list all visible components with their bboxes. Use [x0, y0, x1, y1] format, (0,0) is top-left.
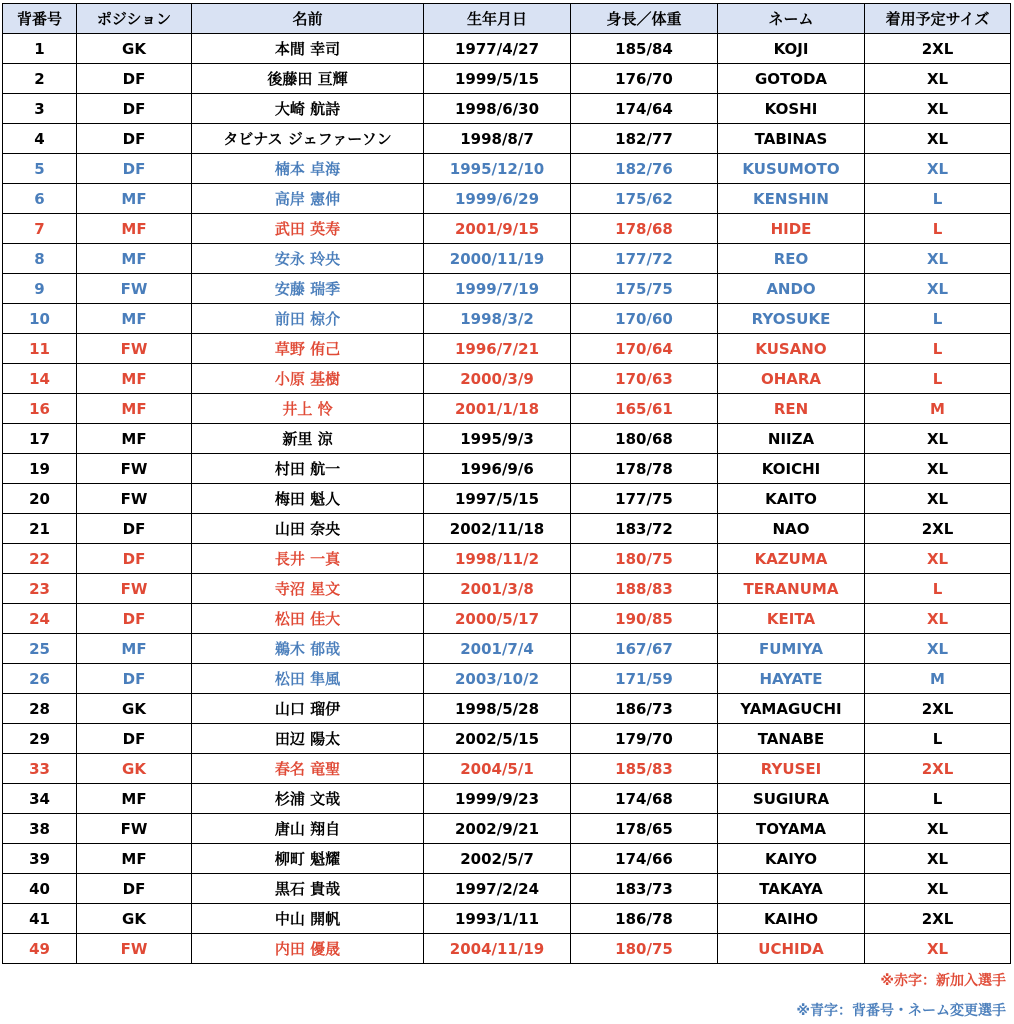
cell-shirt-name: REN — [718, 394, 865, 424]
cell-number: 5 — [3, 154, 77, 184]
cell-height-weight: 170/63 — [571, 364, 718, 394]
cell-name: 杉浦 文哉 — [192, 784, 424, 814]
cell-height-weight: 175/75 — [571, 274, 718, 304]
table-row — [3, 154, 1011, 184]
cell-birthdate: 1998/5/28 — [424, 694, 571, 724]
cell-name: 小原 基樹 — [192, 364, 424, 394]
roster-table-header — [3, 4, 1011, 34]
cell-number: 7 — [3, 214, 77, 244]
cell-position: MF — [77, 304, 192, 334]
cell-height-weight: 186/73 — [571, 694, 718, 724]
table-row — [3, 304, 1011, 334]
table-row — [3, 244, 1011, 274]
header-birthdate: 生年月日 — [424, 4, 571, 34]
cell-number: 40 — [3, 874, 77, 904]
cell-position: MF — [77, 214, 192, 244]
cell-name: 鵜木 郁哉 — [192, 634, 424, 664]
cell-position: DF — [77, 94, 192, 124]
cell-number: 49 — [3, 934, 77, 964]
cell-number: 20 — [3, 484, 77, 514]
cell-position: DF — [77, 544, 192, 574]
cell-position: FW — [77, 274, 192, 304]
cell-birthdate: 1999/9/23 — [424, 784, 571, 814]
cell-number: 4 — [3, 124, 77, 154]
cell-name: 楠本 卓海 — [192, 154, 424, 184]
cell-shirt-name: KAIHO — [718, 904, 865, 934]
cell-height-weight: 174/64 — [571, 94, 718, 124]
cell-position: DF — [77, 664, 192, 694]
cell-position: GK — [77, 754, 192, 784]
table-row — [3, 424, 1011, 454]
header-position: ポジション — [77, 4, 192, 34]
header-number: 背番号 — [3, 4, 77, 34]
table-row — [3, 544, 1011, 574]
cell-shirt-name: KUSUMOTO — [718, 154, 865, 184]
roster-table-body — [3, 34, 1011, 964]
cell-birthdate: 1998/11/2 — [424, 544, 571, 574]
cell-name: 村田 航一 — [192, 454, 424, 484]
cell-size: XL — [865, 934, 1011, 964]
cell-birthdate: 2004/11/19 — [424, 934, 571, 964]
cell-number: 21 — [3, 514, 77, 544]
cell-size: XL — [865, 274, 1011, 304]
cell-shirt-name: OHARA — [718, 364, 865, 394]
cell-size: XL — [865, 634, 1011, 664]
cell-size: L — [865, 334, 1011, 364]
cell-name: タビナス ジェファーソン — [192, 124, 424, 154]
cell-position: FW — [77, 454, 192, 484]
cell-number: 22 — [3, 544, 77, 574]
cell-height-weight: 190/85 — [571, 604, 718, 634]
table-row — [3, 64, 1011, 94]
cell-position: FW — [77, 484, 192, 514]
cell-number: 28 — [3, 694, 77, 724]
cell-position: DF — [77, 514, 192, 544]
cell-number: 29 — [3, 724, 77, 754]
cell-number: 9 — [3, 274, 77, 304]
cell-number: 16 — [3, 394, 77, 424]
table-row — [3, 364, 1011, 394]
cell-birthdate: 1977/4/27 — [424, 34, 571, 64]
cell-name: 長井 一真 — [192, 544, 424, 574]
cell-birthdate: 1995/12/10 — [424, 154, 571, 184]
cell-shirt-name: YAMAGUCHI — [718, 694, 865, 724]
cell-size: XL — [865, 484, 1011, 514]
cell-birthdate: 2001/7/4 — [424, 634, 571, 664]
cell-birthdate: 2001/9/15 — [424, 214, 571, 244]
cell-shirt-name: KEITA — [718, 604, 865, 634]
cell-height-weight: 174/68 — [571, 784, 718, 814]
table-row — [3, 664, 1011, 694]
cell-position: MF — [77, 844, 192, 874]
cell-name: 唐山 翔自 — [192, 814, 424, 844]
cell-number: 17 — [3, 424, 77, 454]
cell-shirt-name: KOICHI — [718, 454, 865, 484]
cell-size: XL — [865, 454, 1011, 484]
cell-position: MF — [77, 424, 192, 454]
cell-number: 19 — [3, 454, 77, 484]
cell-shirt-name: FUMIYA — [718, 634, 865, 664]
cell-shirt-name: HIDE — [718, 214, 865, 244]
cell-size: L — [865, 364, 1011, 394]
cell-name: 寺沼 星文 — [192, 574, 424, 604]
table-row — [3, 874, 1011, 904]
cell-height-weight: 185/84 — [571, 34, 718, 64]
cell-number: 39 — [3, 844, 77, 874]
cell-height-weight: 185/83 — [571, 754, 718, 784]
cell-size: XL — [865, 154, 1011, 184]
cell-height-weight: 179/70 — [571, 724, 718, 754]
cell-position: DF — [77, 124, 192, 154]
cell-number: 33 — [3, 754, 77, 784]
header-name: 名前 — [192, 4, 424, 34]
cell-size: XL — [865, 244, 1011, 274]
cell-size: 2XL — [865, 514, 1011, 544]
cell-number: 38 — [3, 814, 77, 844]
cell-name: 新里 涼 — [192, 424, 424, 454]
table-row — [3, 934, 1011, 964]
cell-size: L — [865, 574, 1011, 604]
table-row — [3, 334, 1011, 364]
cell-height-weight: 178/68 — [571, 214, 718, 244]
cell-size: L — [865, 724, 1011, 754]
table-row — [3, 784, 1011, 814]
cell-name: 武田 英寿 — [192, 214, 424, 244]
cell-height-weight: 177/75 — [571, 484, 718, 514]
cell-shirt-name: HAYATE — [718, 664, 865, 694]
cell-birthdate: 1998/6/30 — [424, 94, 571, 124]
cell-name: 井上 怜 — [192, 394, 424, 424]
table-row — [3, 844, 1011, 874]
cell-size: XL — [865, 64, 1011, 94]
cell-position: MF — [77, 184, 192, 214]
cell-position: DF — [77, 874, 192, 904]
cell-position: DF — [77, 724, 192, 754]
cell-shirt-name: ANDO — [718, 274, 865, 304]
cell-name: 松田 佳大 — [192, 604, 424, 634]
cell-birthdate: 1996/7/21 — [424, 334, 571, 364]
cell-shirt-name: TAKAYA — [718, 874, 865, 904]
cell-shirt-name: GOTODA — [718, 64, 865, 94]
cell-name: 安永 玲央 — [192, 244, 424, 274]
cell-size: M — [865, 664, 1011, 694]
cell-height-weight: 170/60 — [571, 304, 718, 334]
cell-position: DF — [77, 604, 192, 634]
cell-name: 田辺 陽太 — [192, 724, 424, 754]
cell-size: M — [865, 394, 1011, 424]
cell-birthdate: 1997/5/15 — [424, 484, 571, 514]
cell-position: GK — [77, 904, 192, 934]
cell-height-weight: 188/83 — [571, 574, 718, 604]
cell-birthdate: 1997/2/24 — [424, 874, 571, 904]
table-row — [3, 574, 1011, 604]
table-row — [3, 904, 1011, 934]
cell-name: 春名 竜聖 — [192, 754, 424, 784]
cell-position: MF — [77, 784, 192, 814]
cell-height-weight: 176/70 — [571, 64, 718, 94]
cell-size: XL — [865, 544, 1011, 574]
legend-new-players: ※赤字：新加入選手 — [880, 973, 1006, 989]
cell-name: 山田 奈央 — [192, 514, 424, 544]
cell-shirt-name: REO — [718, 244, 865, 274]
cell-shirt-name: SUGIURA — [718, 784, 865, 814]
cell-shirt-name: TANABE — [718, 724, 865, 754]
cell-size: XL — [865, 604, 1011, 634]
cell-name: 本間 幸司 — [192, 34, 424, 64]
cell-size: L — [865, 214, 1011, 244]
cell-position: DF — [77, 154, 192, 184]
cell-birthdate: 1999/5/15 — [424, 64, 571, 94]
cell-birthdate: 2000/5/17 — [424, 604, 571, 634]
cell-position: FW — [77, 574, 192, 604]
cell-number: 8 — [3, 244, 77, 274]
cell-birthdate: 1999/7/19 — [424, 274, 571, 304]
cell-height-weight: 165/61 — [571, 394, 718, 424]
cell-number: 11 — [3, 334, 77, 364]
cell-number: 24 — [3, 604, 77, 634]
cell-shirt-name: TABINAS — [718, 124, 865, 154]
cell-name: 梅田 魁人 — [192, 484, 424, 514]
cell-birthdate: 1993/1/11 — [424, 904, 571, 934]
cell-position: GK — [77, 694, 192, 724]
cell-number: 14 — [3, 364, 77, 394]
cell-name: 柳町 魁耀 — [192, 844, 424, 874]
cell-height-weight: 182/77 — [571, 124, 718, 154]
cell-birthdate: 1996/9/6 — [424, 454, 571, 484]
cell-number: 1 — [3, 34, 77, 64]
cell-size: XL — [865, 424, 1011, 454]
cell-position: MF — [77, 364, 192, 394]
cell-birthdate: 1995/9/3 — [424, 424, 571, 454]
header-shirt-name: ネーム — [718, 4, 865, 34]
table-row — [3, 124, 1011, 154]
cell-name: 松田 隼風 — [192, 664, 424, 694]
cell-size: L — [865, 784, 1011, 814]
table-row — [3, 214, 1011, 244]
cell-height-weight: 178/65 — [571, 814, 718, 844]
roster-table-container — [2, 3, 1011, 964]
table-row — [3, 754, 1011, 784]
cell-birthdate: 2001/3/8 — [424, 574, 571, 604]
table-row — [3, 394, 1011, 424]
cell-birthdate: 2000/11/19 — [424, 244, 571, 274]
table-row — [3, 634, 1011, 664]
cell-number: 25 — [3, 634, 77, 664]
cell-height-weight: 182/76 — [571, 154, 718, 184]
header-height-weight: 身長／体重 — [571, 4, 718, 34]
cell-number: 3 — [3, 94, 77, 124]
table-row — [3, 454, 1011, 484]
table-row — [3, 514, 1011, 544]
cell-shirt-name: KOSHI — [718, 94, 865, 124]
table-row — [3, 604, 1011, 634]
cell-shirt-name: RYOSUKE — [718, 304, 865, 334]
cell-birthdate: 2002/5/7 — [424, 844, 571, 874]
cell-height-weight: 186/78 — [571, 904, 718, 934]
cell-name: 大崎 航詩 — [192, 94, 424, 124]
cell-shirt-name: NIIZA — [718, 424, 865, 454]
cell-size: XL — [865, 844, 1011, 874]
cell-shirt-name: KAIYO — [718, 844, 865, 874]
cell-size: 2XL — [865, 34, 1011, 64]
cell-size: XL — [865, 874, 1011, 904]
cell-height-weight: 183/73 — [571, 874, 718, 904]
cell-size: XL — [865, 124, 1011, 154]
table-row — [3, 814, 1011, 844]
cell-size: XL — [865, 814, 1011, 844]
cell-height-weight: 178/78 — [571, 454, 718, 484]
cell-shirt-name: KOJI — [718, 34, 865, 64]
cell-position: DF — [77, 64, 192, 94]
cell-name: 安藤 瑞季 — [192, 274, 424, 304]
cell-height-weight: 174/66 — [571, 844, 718, 874]
table-row — [3, 184, 1011, 214]
cell-birthdate: 2003/10/2 — [424, 664, 571, 694]
cell-position: FW — [77, 934, 192, 964]
cell-height-weight: 180/75 — [571, 544, 718, 574]
roster-table — [2, 3, 1011, 964]
cell-birthdate: 2000/3/9 — [424, 364, 571, 394]
cell-position: MF — [77, 244, 192, 274]
cell-name: 中山 開帆 — [192, 904, 424, 934]
cell-size: 2XL — [865, 754, 1011, 784]
cell-height-weight: 175/62 — [571, 184, 718, 214]
cell-birthdate: 2001/1/18 — [424, 394, 571, 424]
cell-name: 前田 椋介 — [192, 304, 424, 334]
cell-size: L — [865, 304, 1011, 334]
cell-shirt-name: KAITO — [718, 484, 865, 514]
table-row — [3, 94, 1011, 124]
cell-number: 34 — [3, 784, 77, 814]
cell-height-weight: 183/72 — [571, 514, 718, 544]
cell-size: L — [865, 184, 1011, 214]
cell-position: MF — [77, 394, 192, 424]
cell-shirt-name: TOYAMA — [718, 814, 865, 844]
cell-birthdate: 2002/11/18 — [424, 514, 571, 544]
cell-position: FW — [77, 334, 192, 364]
table-row — [3, 724, 1011, 754]
cell-position: GK — [77, 34, 192, 64]
table-row — [3, 694, 1011, 724]
cell-number: 2 — [3, 64, 77, 94]
cell-name: 高岸 憲伸 — [192, 184, 424, 214]
cell-number: 23 — [3, 574, 77, 604]
cell-shirt-name: TERANUMA — [718, 574, 865, 604]
legend-changed-players: ※青字：背番号・ネーム変更選手 — [796, 1003, 1006, 1019]
cell-shirt-name: KAZUMA — [718, 544, 865, 574]
cell-position: MF — [77, 634, 192, 664]
cell-height-weight: 171/59 — [571, 664, 718, 694]
cell-birthdate: 2002/5/15 — [424, 724, 571, 754]
cell-name: 黒石 貴哉 — [192, 874, 424, 904]
header-size: 着用予定サイズ — [865, 4, 1011, 34]
cell-name: 草野 侑己 — [192, 334, 424, 364]
cell-name: 内田 優晟 — [192, 934, 424, 964]
cell-position: FW — [77, 814, 192, 844]
cell-number: 41 — [3, 904, 77, 934]
cell-height-weight: 167/67 — [571, 634, 718, 664]
table-row — [3, 484, 1011, 514]
cell-shirt-name: RYUSEI — [718, 754, 865, 784]
cell-name: 山口 瑠伊 — [192, 694, 424, 724]
cell-shirt-name: KENSHIN — [718, 184, 865, 214]
cell-height-weight: 180/75 — [571, 934, 718, 964]
cell-birthdate: 2004/5/1 — [424, 754, 571, 784]
cell-birthdate: 1998/3/2 — [424, 304, 571, 334]
cell-birthdate: 1999/6/29 — [424, 184, 571, 214]
cell-shirt-name: KUSANO — [718, 334, 865, 364]
cell-height-weight: 177/72 — [571, 244, 718, 274]
cell-size: 2XL — [865, 904, 1011, 934]
cell-height-weight: 180/68 — [571, 424, 718, 454]
cell-size: XL — [865, 94, 1011, 124]
cell-number: 10 — [3, 304, 77, 334]
cell-birthdate: 2002/9/21 — [424, 814, 571, 844]
cell-height-weight: 170/64 — [571, 334, 718, 364]
cell-shirt-name: NAO — [718, 514, 865, 544]
table-row — [3, 274, 1011, 304]
cell-number: 26 — [3, 664, 77, 694]
cell-size: 2XL — [865, 694, 1011, 724]
cell-birthdate: 1998/8/7 — [424, 124, 571, 154]
cell-name: 後藤田 亘輝 — [192, 64, 424, 94]
cell-number: 6 — [3, 184, 77, 214]
table-row — [3, 34, 1011, 64]
cell-shirt-name: UCHIDA — [718, 934, 865, 964]
header-row — [3, 4, 1011, 34]
